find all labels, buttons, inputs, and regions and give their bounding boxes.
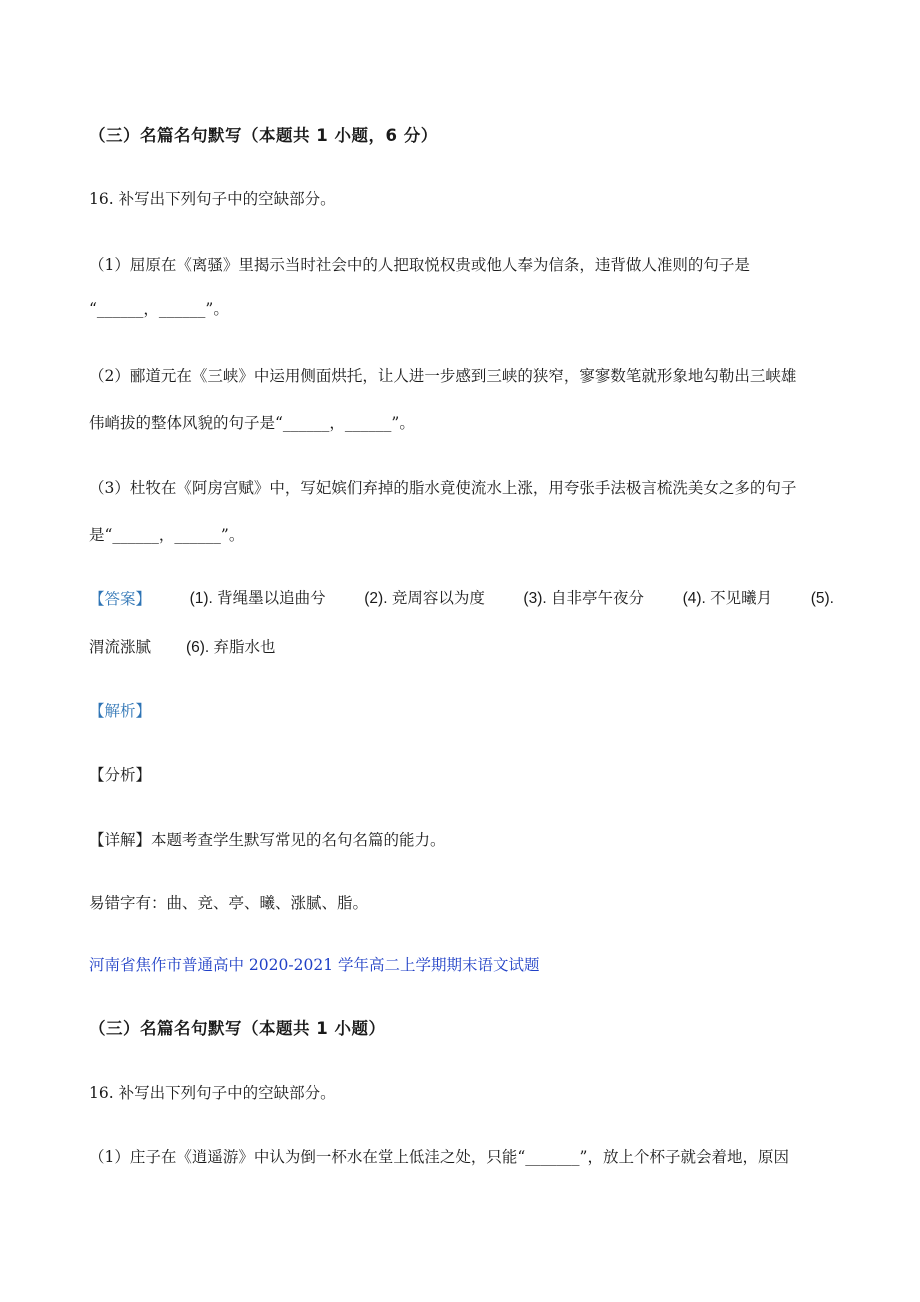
analysis-tag: 【解析】: [89, 702, 152, 720]
section2-heading: （三）名篇名句默写（本题共 1 小题）: [89, 1019, 386, 1038]
q1-line1: （1）屈原在《离骚》里揭示当时社会中的人把取悦权贵或他人奉为信条，违背做人准则的句子是: [89, 256, 750, 274]
fenxi-tag: 【分析】: [89, 766, 152, 784]
detail-tag: 【详解】: [89, 831, 152, 849]
answer-2: (2). 竞周容以为度: [364, 590, 485, 607]
error-chars: 易错字有：曲、竞、亭、曦、涨腻、脂。: [89, 894, 369, 912]
detail-text: 本题考查学生默写常见的名句名篇的能力。: [151, 831, 446, 849]
answer-1: (1). 背绳墨以追曲兮: [189, 590, 326, 607]
answer-4: (4). 不见曦月: [682, 590, 773, 607]
q2-line2: 伟峭拔的整体风貌的句子是“______，______”。: [89, 414, 415, 432]
detail-line: [89, 829, 446, 851]
question-stem: 16. 补写出下列句子中的空缺部分。: [89, 190, 336, 208]
q2-line1: （2）郦道元在《三峡》中运用侧面烘托，让人进一步感到三峡的狭窄，寥寥数笔就形象地勾勒出三峡雄: [89, 367, 797, 385]
source-link[interactable]: 河南省焦作市普通高中 2020-2021 学年高二上学期期末语文试题: [89, 956, 540, 974]
answer-3: (3). 自非亭午夜分: [523, 590, 644, 607]
section2-q1-line1: （1）庄子在《逍遥游》中认为倒一杯水在堂上低洼之处，只能“_______”，放上个杯子就会着地，原因: [89, 1148, 789, 1166]
q1-line2: “______，______”。: [89, 300, 229, 318]
q3-line1: （3）杜牧在《阿房宫赋》中，写妃嫔们弃掉的脂水竟使流水上涨，用夸张手法极言梳洗美女之多的句子: [89, 479, 797, 497]
answer-tag: 【答案】: [89, 590, 152, 608]
section1-heading: （三）名篇名句默写（本题共 1 小题，6 分）: [89, 126, 438, 145]
answer-5-text: 渭流涨腻: [89, 638, 152, 656]
question-stem-2: 16. 补写出下列句子中的空缺部分。: [89, 1084, 336, 1102]
q3-line2: 是“______，______”。: [89, 526, 245, 544]
answer-row: [89, 588, 834, 610]
answer-6: (6). 弃脂水也: [185, 639, 276, 656]
answer-5: (5).: [810, 590, 834, 607]
answer-row-2: [89, 636, 276, 659]
